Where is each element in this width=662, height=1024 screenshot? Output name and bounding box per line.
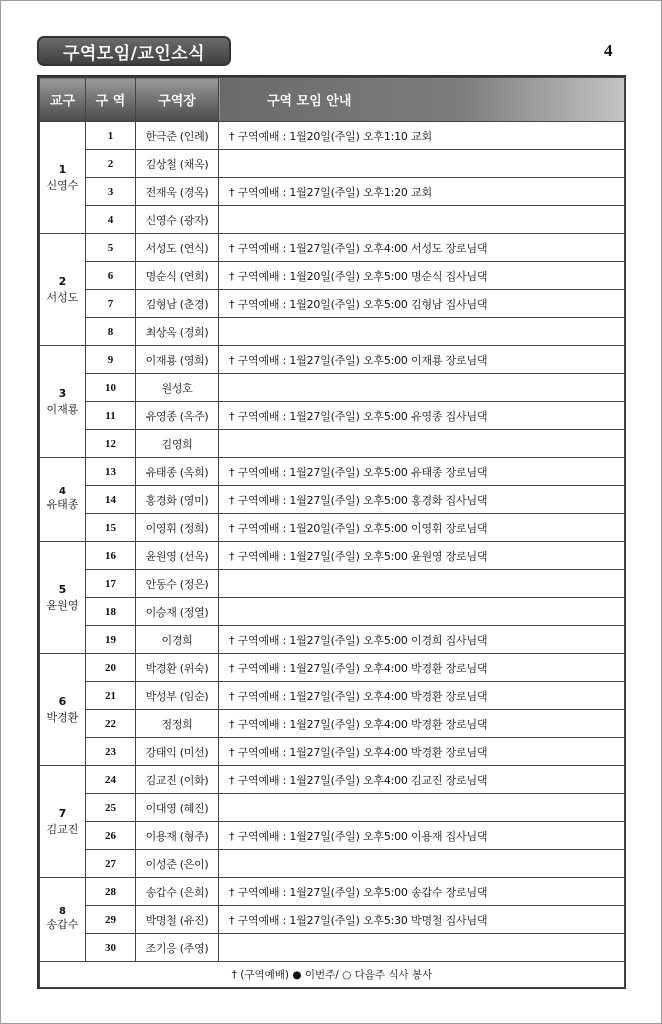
district-leader: 박성부 (임순): [136, 682, 219, 710]
parish-leader: 신영수: [46, 178, 79, 192]
district-leader: 유태종 (옥희): [136, 458, 219, 486]
district-number: 2: [86, 150, 136, 178]
table-row: [40, 178, 625, 206]
parish-number: 1: [58, 162, 67, 176]
meeting-notice: † 구역예배 : 1월20일(주일) 오후5:00 김형남 집사님댁: [219, 290, 625, 318]
district-leader: 이재룡 (영희): [136, 346, 219, 374]
table-row: [40, 850, 625, 878]
district-leader: 전재욱 (경옥): [136, 178, 219, 206]
section-title: 구역모임/교인소식: [37, 36, 231, 66]
parish-leader: 이재룡: [46, 402, 79, 416]
meeting-notice: † 구역예배 : 1월27일(주일) 오후4:00 김교진 장로님댁: [219, 766, 625, 794]
meeting-notice: [219, 598, 625, 626]
table-row: [40, 878, 625, 906]
parish-cell: [40, 878, 86, 962]
table-row: [40, 570, 625, 598]
district-leader: 윤원영 (선옥): [136, 542, 219, 570]
meeting-notice: † 구역예배 : 1월27일(주일) 오후4:00 서성도 장로님댁: [219, 234, 625, 262]
district-leader: 김상철 (채옥): [136, 150, 219, 178]
meeting-notice: † 구역예배 : 1월20일(주일) 오후5:00 명순식 집사님댁: [219, 262, 625, 290]
district-leader: 이승재 (정열): [136, 598, 219, 626]
meeting-notice: † 구역예배 : 1월27일(주일) 오후5:00 유태종 장로님댁: [219, 458, 625, 486]
table-row: [40, 514, 625, 542]
district-leader: 유영종 (옥주): [136, 402, 219, 430]
district-number: 18: [86, 598, 136, 626]
parish-leader: 윤원영: [46, 598, 79, 612]
district-leader: 이영휘 (정희): [136, 514, 219, 542]
meeting-notice: † 구역예배 : 1월27일(주일) 오후5:00 홍경화 집사님댁: [219, 486, 625, 514]
district-leader: 이경희: [136, 626, 219, 654]
district-leader: 신영수 (광자): [136, 206, 219, 234]
district-meeting-table: [39, 77, 625, 988]
legend-row: [40, 962, 625, 988]
table-row: [40, 150, 625, 178]
district-number: 21: [86, 682, 136, 710]
district-leader: 안동수 (정은): [136, 570, 219, 598]
district-leader: 이대영 (혜진): [136, 794, 219, 822]
district-leader: 김교진 (이화): [136, 766, 219, 794]
table-row: [40, 122, 625, 150]
meeting-notice: † 구역예배 : 1월27일(주일) 오후4:00 박경환 장로님댁: [219, 738, 625, 766]
district-leader: 김형남 (춘경): [136, 290, 219, 318]
district-number: 9: [86, 346, 136, 374]
table-row: [40, 794, 625, 822]
parish-number: 8: [59, 905, 66, 917]
meeting-notice: [219, 150, 625, 178]
parish-cell: [40, 346, 86, 458]
parish-number: 4: [59, 485, 66, 497]
parish-leader: 서성도: [46, 290, 79, 304]
district-number: 10: [86, 374, 136, 402]
table-row: [40, 430, 625, 458]
district-number: 11: [86, 402, 136, 430]
district-number: 8: [86, 318, 136, 346]
parish-cell: [40, 542, 86, 654]
district-number: 27: [86, 850, 136, 878]
district-number: 12: [86, 430, 136, 458]
parish-leader: 송갑수: [46, 917, 79, 931]
table-row: [40, 542, 625, 570]
parish-number: 6: [58, 694, 67, 708]
table-row: [40, 766, 625, 794]
meeting-notice: † 구역예배 : 1월27일(주일) 오후4:00 박경환 장로님댁: [219, 682, 625, 710]
meeting-notice: † 구역예배 : 1월27일(주일) 오후5:00 송갑수 장로님댁: [219, 878, 625, 906]
table-row: [40, 206, 625, 234]
parish-leader: 유태종: [46, 497, 79, 511]
table-row: [40, 486, 625, 514]
district-leader: 박경환 (위숙): [136, 654, 219, 682]
meeting-notice: [219, 374, 625, 402]
district-leader: 서성도 (연식): [136, 234, 219, 262]
meeting-notice: † 구역예배 : 1월27일(주일) 오후4:00 박경환 장로님댁: [219, 654, 625, 682]
meeting-notice: † 구역예배 : 1월27일(주일) 오후1:20 교회: [219, 178, 625, 206]
parish-leader: 김교진: [46, 822, 79, 836]
district-leader: 이성준 (은이): [136, 850, 219, 878]
meeting-notice: † 구역예배 : 1월27일(주일) 오후5:30 박명철 집사님댁: [219, 906, 625, 934]
district-leader: 한극준 (인례): [136, 122, 219, 150]
district-leader: 박명철 (유진): [136, 906, 219, 934]
parish-cell: [40, 654, 86, 766]
district-number: 24: [86, 766, 136, 794]
meeting-notice: [219, 934, 625, 962]
table-row: [40, 318, 625, 346]
parish-cell: [40, 766, 86, 878]
district-leader: 홍경화 (영미): [136, 486, 219, 514]
table-header-row: [40, 78, 625, 122]
meeting-notice: † 구역예배 : 1월27일(주일) 오후5:00 이재룡 장로님댁: [219, 346, 625, 374]
parish-number: 2: [58, 274, 67, 288]
district-number: 17: [86, 570, 136, 598]
table-row: [40, 374, 625, 402]
district-leader: 송갑수 (은희): [136, 878, 219, 906]
meeting-notice: † 구역예배 : 1월20일(주일) 오후5:00 이영휘 장로님댁: [219, 514, 625, 542]
meeting-notice: [219, 850, 625, 878]
table-row: [40, 710, 625, 738]
district-number: 13: [86, 458, 136, 486]
parish-number: 7: [58, 806, 67, 820]
district-leader: 강태익 (미선): [136, 738, 219, 766]
parish-number: 3: [58, 386, 67, 400]
meeting-notice: † 구역예배 : 1월20일(주일) 오후1:10 교회: [219, 122, 625, 150]
district-number: 1: [86, 122, 136, 150]
district-number: 29: [86, 906, 136, 934]
table-row: [40, 906, 625, 934]
header-parish: 교구: [40, 78, 86, 122]
table-row: [40, 822, 625, 850]
district-number: 19: [86, 626, 136, 654]
district-leader: 이용재 (형주): [136, 822, 219, 850]
district-number: 22: [86, 710, 136, 738]
header-notice: 구역 모임 안내: [219, 78, 625, 122]
district-leader: 원성호: [136, 374, 219, 402]
district-number: 4: [86, 206, 136, 234]
meeting-notice: [219, 206, 625, 234]
meeting-notice: † 구역예배 : 1월27일(주일) 오후4:00 박경환 장로님댁: [219, 710, 625, 738]
page-number: 4: [604, 41, 613, 60]
parish-cell: [40, 458, 86, 542]
district-number: 26: [86, 822, 136, 850]
table-row: [40, 234, 625, 262]
table-row: [40, 598, 625, 626]
district-number: 25: [86, 794, 136, 822]
district-number: 28: [86, 878, 136, 906]
meeting-notice: [219, 570, 625, 598]
table-row: [40, 458, 625, 486]
district-number: 23: [86, 738, 136, 766]
meeting-notice: [219, 430, 625, 458]
table-row: [40, 654, 625, 682]
district-number: 16: [86, 542, 136, 570]
meeting-notice: † 구역예배 : 1월27일(주일) 오후5:00 이용재 집사님댁: [219, 822, 625, 850]
district-number: 15: [86, 514, 136, 542]
district-leader: 김영희: [136, 430, 219, 458]
district-number: 7: [86, 290, 136, 318]
district-number: 30: [86, 934, 136, 962]
parish-leader: 박경환: [46, 710, 79, 724]
meeting-notice: [219, 794, 625, 822]
parish-cell: [40, 122, 86, 234]
meeting-notice: † 구역예배 : 1월27일(주일) 오후5:00 윤원영 장로님댁: [219, 542, 625, 570]
parish-number: 5: [58, 582, 67, 596]
district-leader: 최상옥 (경희): [136, 318, 219, 346]
legend-text: † (구역예배) ● 이번주/ ○ 다음주 식사 봉사: [40, 962, 625, 988]
district-number: 14: [86, 486, 136, 514]
district-leader: 명순식 (연희): [136, 262, 219, 290]
district-number: 6: [86, 262, 136, 290]
table-row: [40, 262, 625, 290]
header-district: 구 역: [86, 78, 136, 122]
table-row: [40, 934, 625, 962]
district-number: 20: [86, 654, 136, 682]
district-number: 5: [86, 234, 136, 262]
table-row: [40, 346, 625, 374]
header-leader: 구역장: [136, 78, 219, 122]
table-row: [40, 402, 625, 430]
parish-cell: [40, 234, 86, 346]
district-leader: 조기응 (주영): [136, 934, 219, 962]
meeting-notice: [219, 318, 625, 346]
meeting-notice: † 구역예배 : 1월27일(주일) 오후5:00 이경희 집사님댁: [219, 626, 625, 654]
table-row: [40, 626, 625, 654]
table-row: [40, 738, 625, 766]
table-row: [40, 682, 625, 710]
district-number: 3: [86, 178, 136, 206]
meeting-notice: † 구역예배 : 1월27일(주일) 오후5:00 유영종 집사님댁: [219, 402, 625, 430]
table-body: [40, 122, 625, 962]
table-row: [40, 290, 625, 318]
district-leader: 정정희: [136, 710, 219, 738]
